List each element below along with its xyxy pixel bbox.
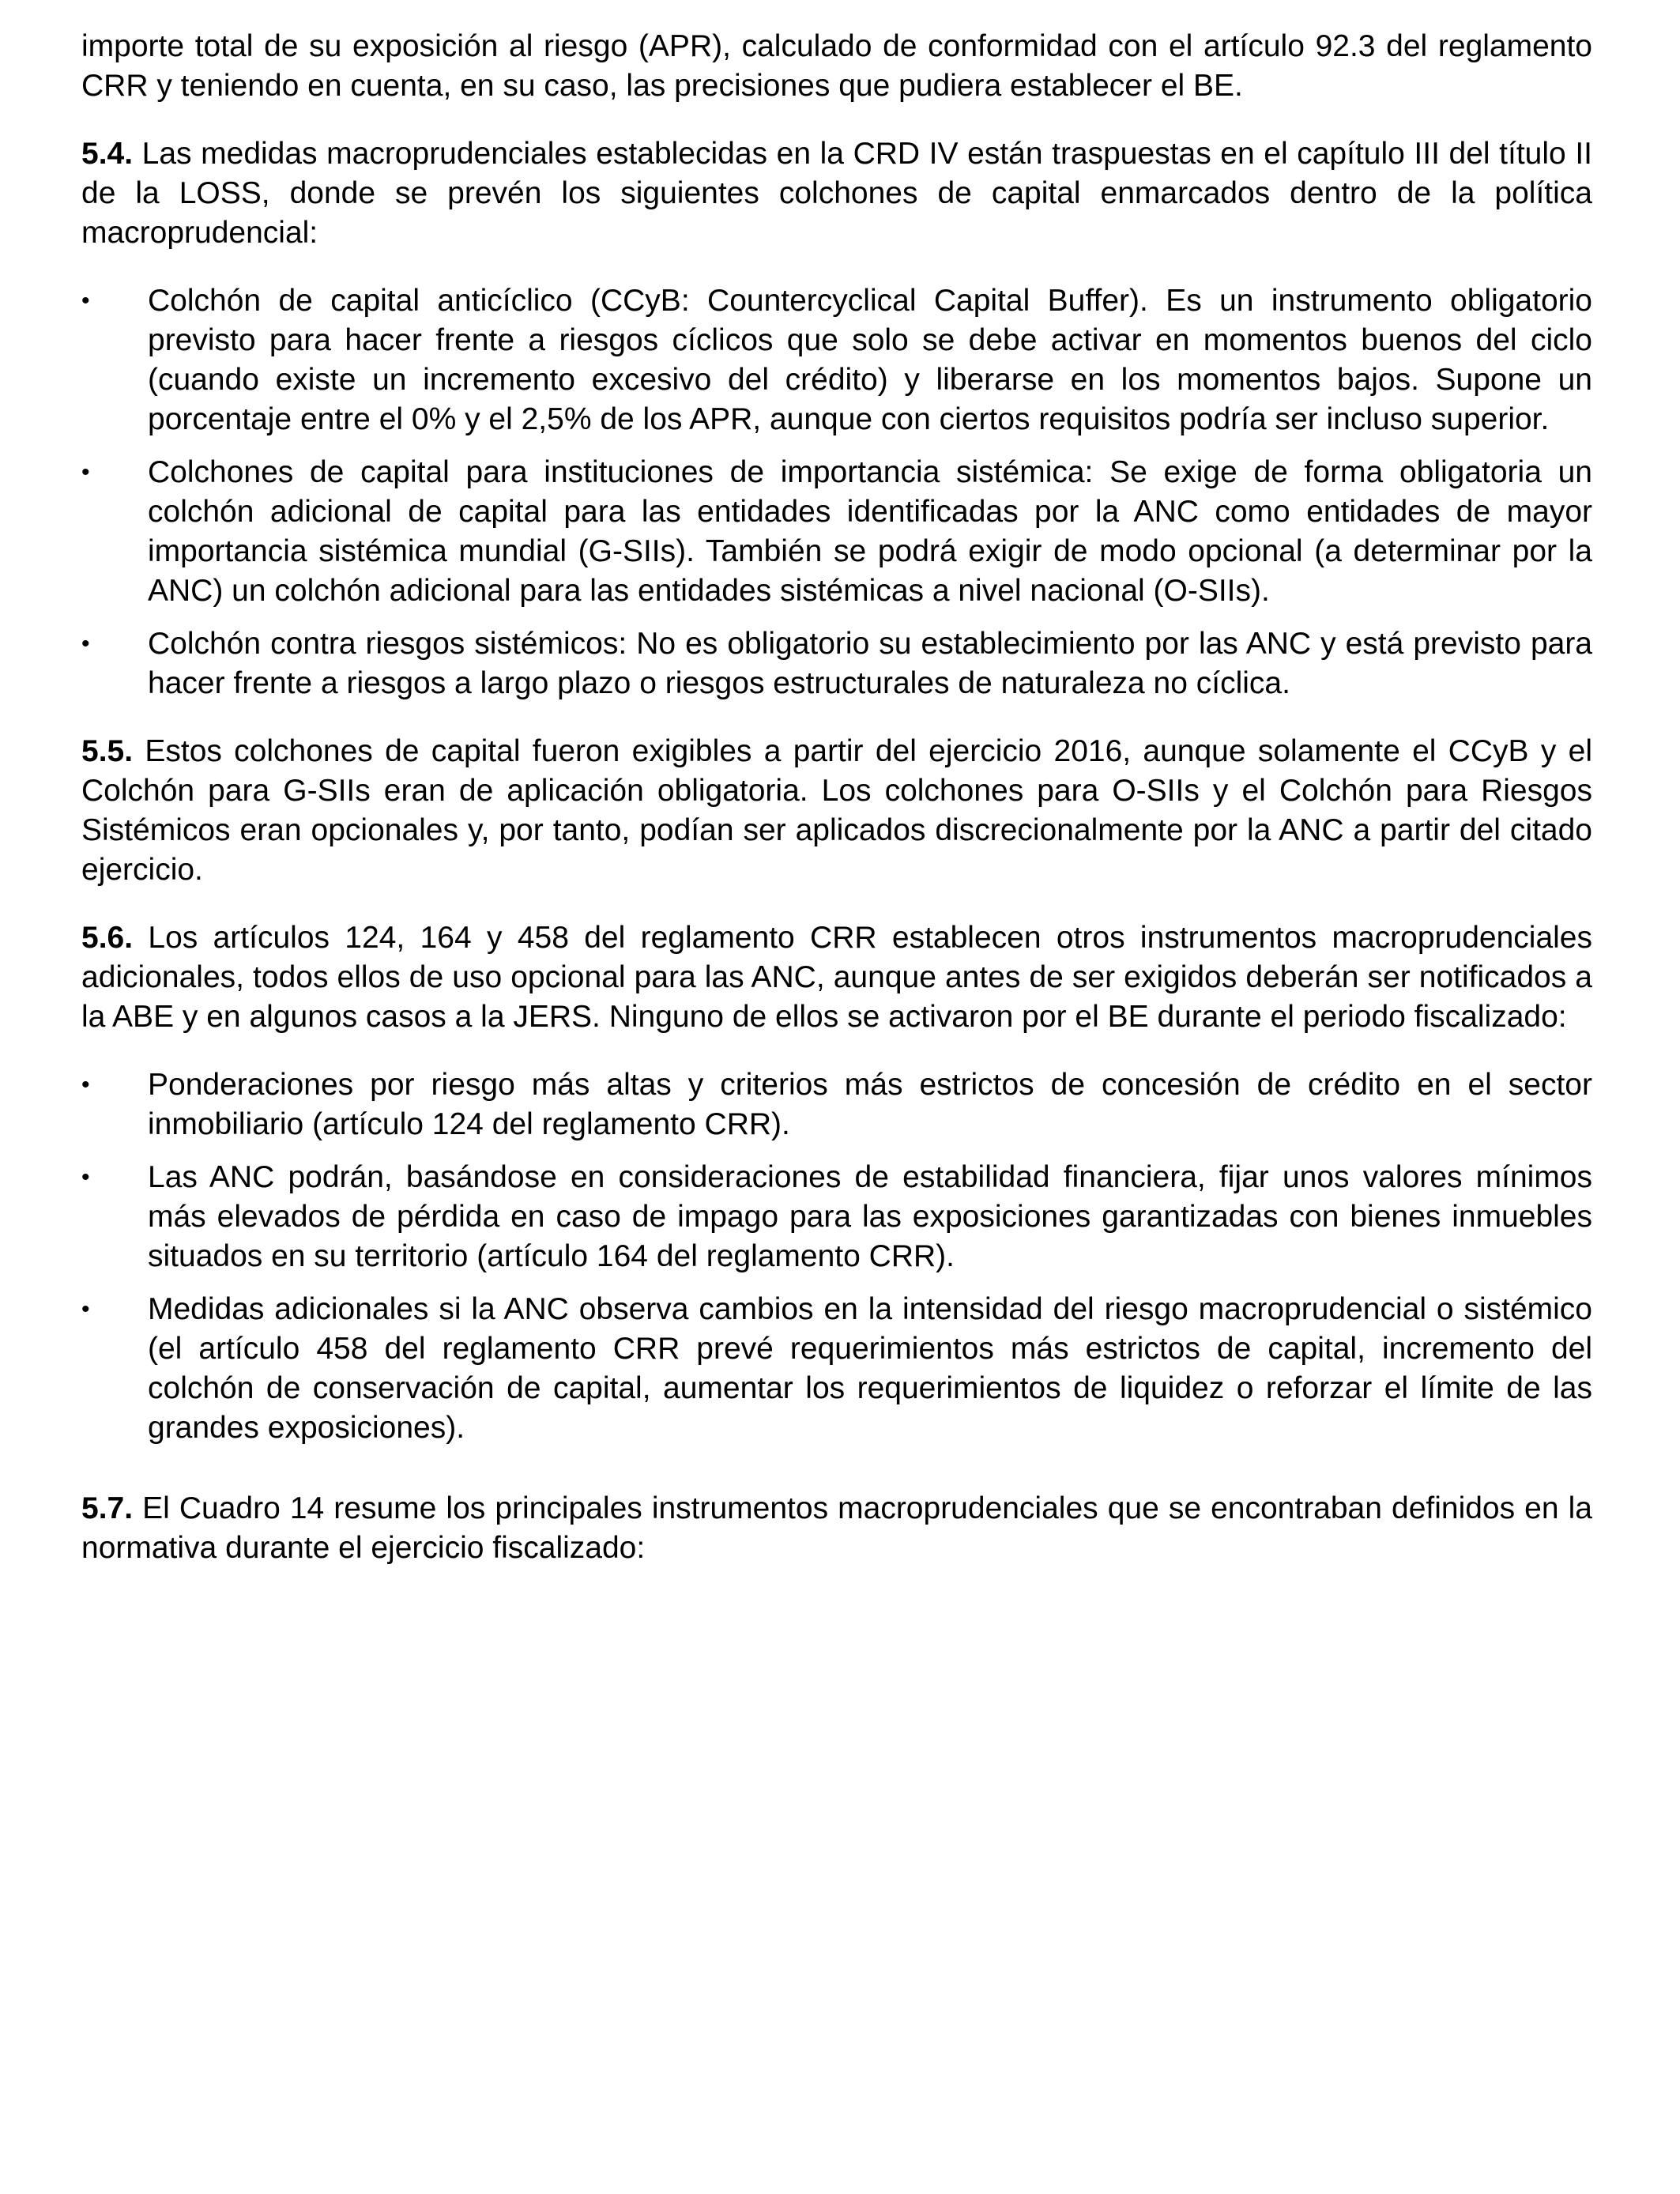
list-item: • Colchón de capital anticíclico (CCyB: Countercyclical Capital Buffer). Es un instrumento obligatorio previsto para hacer frente a riesgos cíclicos que solo se debe activar en momentos buenos del ciclo (cuando existe un incremento excesivo del crédito) y liberarse en los momentos bajos. Supone un porcentaje entre el 0% y el 2,5% de los APR, aunque con ciertos requisitos podría ser incluso superior. [81, 281, 1592, 439]
paragraph-number: 5.5. [81, 734, 134, 768]
paragraph-number: 5.4. [81, 137, 134, 171]
bullet-icon: • [81, 459, 90, 485]
document-page [81, 27, 1592, 1568]
paragraph-5-4 [81, 134, 1592, 253]
paragraph-text: El Cuadro 14 resume los principales instrumentos macroprudenciales que se encontraban definidos en la normativa durante el ejercicio fiscalizado: [81, 1491, 1592, 1565]
bullet-icon: • [81, 1296, 90, 1322]
capital-buffers-list [81, 281, 1592, 703]
paragraph-number: 5.7. [81, 1491, 134, 1525]
paragraph-5-5 [81, 732, 1592, 890]
list-item: • Ponderaciones por riesgo más altas y criterios más estrictos de concesión de crédito en el sector inmobiliario (artículo 124 del reglamento CRR). [81, 1065, 1592, 1144]
list-item: • Medidas adicionales si la ANC observa cambios en la intensidad del riesgo macroprudencial o sistémico (el artículo 458 del reglamento CRR prevé requerimientos más estrictos de capital, incremento del colchón de conservación de capital, aumentar los requerimientos de liquidez o reforzar el límite de las grandes exposiciones). [81, 1290, 1592, 1448]
paragraph-text: Estos colchones de capital fueron exigibles a partir del ejercicio 2016, aunque solamente el CCyB y el Colchón para G-SIIs eran de aplicación obligatoria. Los colchones para O-SIIs y el Colchón para Riesgos Sistémicos eran opcionales y, por tanto, podían ser aplicados discrecionalmente por la ANC a partir del citado ejercicio. [81, 734, 1592, 887]
paragraph-text: Las medidas macroprudenciales establecidas en la CRD IV están traspuestas en el capítulo III del título II de la LOSS, donde se prevén los siguientes colchones de capital enmarcados dentro de la política macroprudencial: [81, 137, 1592, 250]
list-item: • Colchones de capital para instituciones de importancia sistémica: Se exige de forma obligatoria un colchón adicional de capital para las entidades identificadas por la ANC como entidades de mayor importancia sistémica mundial (G-SIIs). También se podrá exigir de modo opcional (a determinar por la ANC) un colchón adicional para las entidades sistémicas a nivel nacional (O-SIIs). [81, 453, 1592, 611]
paragraph-text: Los artículos 124, 164 y 458 del reglamento CRR establecen otros instrumentos macroprudenciales adicionales, todos ellos de uso opcional para las ANC, aunque antes de ser exigidos deberán ser notificados a la ABE y en algunos casos a la JERS. Ninguno de ellos se activaron por el BE durante el periodo fiscalizado: [81, 921, 1592, 1034]
intro-paragraph: importe total de su exposición al riesgo (APR), calculado de conformidad con el artículo 92.3 del reglamento CRR y teniendo en cuenta, en su caso, las precisiones que pudiera establecer el BE. [81, 29, 1592, 103]
bullet-icon: • [81, 288, 90, 314]
bullet-icon: • [81, 1164, 90, 1190]
paragraph-5-6 [81, 918, 1592, 1037]
bullet-icon: • [81, 1072, 90, 1098]
list-item: • Las ANC podrán, basándose en consideraciones de estabilidad financiera, fijar unos valores mínimos más elevados de pérdida en caso de impago para las exposiciones garantizadas con bienes inmuebles situados en su territorio (artículo 164 del reglamento CRR). [81, 1158, 1592, 1276]
macroprudential-instruments-list [81, 1065, 1592, 1448]
paragraph-5-7 [81, 1489, 1592, 1568]
paragraph-number: 5.6. [81, 921, 134, 955]
bullet-icon: • [81, 631, 90, 657]
list-item: • Colchón contra riesgos sistémicos: No es obligatorio su establecimiento por las ANC y está previsto para hacer frente a riesgos a largo plazo o riesgos estructurales de naturaleza no cíclica. [81, 624, 1592, 703]
